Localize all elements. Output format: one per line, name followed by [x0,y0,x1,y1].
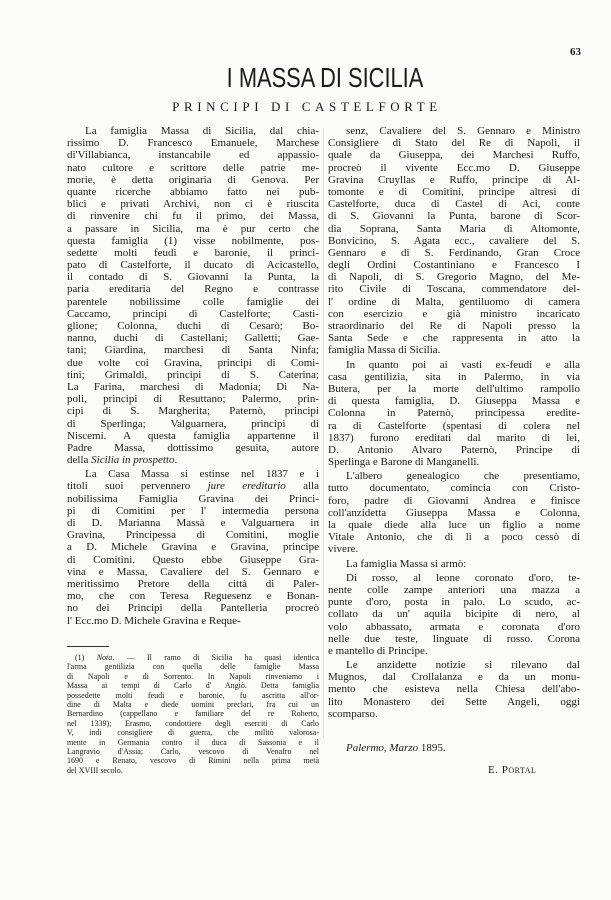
text-line: no dei Principi della Pantelleria procreò [67,602,319,615]
text-line: paria ereditaria del Regno e contrasse [67,283,319,296]
text-line: V, indi consigliere di guerra, che militò valorosa- [67,728,319,738]
text-line: l' ordine di Malta, gentiluomo di camera [328,295,580,308]
text-line: straordinario del Re di Napoli presso la [328,320,580,332]
text-line: glione; Colonna, duchi di Cesarò; Bo- [67,320,319,332]
text-line: a D. Michele Gravina e Gravina, principe [67,541,319,554]
text-line: di Sperlinga; Valguarnera, principi di [67,417,319,430]
text-line: di'Villabianca, instancabile ed appassio- [67,149,319,162]
text-line: rito Civile di Toscana, commendatore del- [328,283,580,296]
text-line: punte d'oro, posta in palo. Lo scudo, ac- [328,596,580,609]
text-line: La famiglia Massa si armò: [346,557,467,570]
signoff-year: 1895. [418,742,446,754]
text-segment: . [174,454,178,467]
text-line: nobilissima Famiglia Gravina dei Princi- [67,492,319,505]
signoff-month: Marzo [389,742,419,754]
text-line: blici e privati Archivi, non ci è riuscita [67,198,319,211]
text-line: rissimo D. Francesco Emanuele, Marchese [67,137,319,150]
text-line: casa gentilizia, sita in Palermo, in via [328,370,580,383]
text-line: famiglia Massa di Sicilia. [328,344,441,357]
text-line: mente in Germania contro il duca di Sassonia e il [67,737,319,747]
text-line: pi di Comitini per l' intermedia persona [67,504,319,517]
text-line: tini; Grimaldi, principi di S. Caterina; [67,368,319,381]
text-line: cipi di S. Margherita; Paternò, principi [67,405,319,418]
text-line: nanno, duchi di Castellani; Galletti; Gae- [67,332,319,345]
paragraph [67,468,319,626]
paragraph [328,359,580,469]
text-line: tomonte e di Comitini, principe altresì di [328,185,580,198]
text-line: e mantello di Principe. [328,644,428,657]
text-line: Butera, per la morte dell'ultimo rampollo [328,382,580,395]
text-segment: alla [285,480,319,493]
text-line: due volte coi Gravina, principi di Comi- [67,356,319,369]
text-line: con esercizio e già ministro incaricato [328,307,580,320]
text-line: volo abbassato, armata e coronata d'oro [328,620,580,633]
text-line: Massa ai tempi di Carlo d' Angiò. Detta famiglia [67,681,319,691]
text-line: mo, che con Teresa Reguesenz e Bonan- [67,590,319,603]
text-line: Gennaro e di S. Ferdinando, Gran Croce [328,246,580,259]
text-line: scomparso. [328,707,378,720]
text-line: mento che esisteva nella Chiesa dell'abo- [328,683,580,696]
text-line: In quanto poi ai vasti ex-feudi e alla [346,358,580,371]
paragraph [328,572,580,657]
text-line: pato di Castelforte, il ducato di Acicastello, [67,259,319,272]
author-signature: E. Portal [488,764,537,776]
text-line: La Casa Massa si estinse nel 1837 e i [85,468,319,481]
paragraph [328,125,580,357]
text-line: Di rosso, al leone coronato d'oro, te- [346,571,580,584]
text-line: Santa Sede e che rappresenta in atto la [328,332,580,345]
text-line: Colonna in Paternò, principessa eredite- [328,407,580,420]
text-line: Langravio d'Assia; Carlo, vescovo di Venafro nel [67,746,319,756]
text-segment: (1) [75,653,97,662]
text-line: Padre Massa, dottissimo gesuita, autore [67,441,319,454]
text-line: Caccamo, principi di Castelforte; Casti- [67,307,319,320]
text-line: di S. Giovanni la Punta, barone di Scor- [328,210,580,223]
text-line: degli Ordini Costantiniano e Francesco I [328,259,580,272]
paragraph [328,558,580,570]
text-line: Gravina Cruyllas e Ruffo, principe di Al- [328,173,580,186]
text-line: coll'anzidetta Giuseppa Massa e Colonna, [328,506,580,519]
italic-text: jure ereditario [207,480,286,493]
text-line: nelle due teste, linguate di rosso. Corona [328,632,580,645]
text-line: tani; Giardina, marchesi di Santa Ninfa; [67,344,319,357]
text-line [67,480,319,492]
text-line: tutto documentato, comincia con Cristo- [328,482,580,495]
text-segment: titoli suoi pervennero [67,480,208,493]
text-line: di Comitini. Questo ebbe Giuseppe Gra- [67,553,319,566]
text-line: l' Ecc.mo D. Michele Gravina e Reque- [67,614,241,627]
text-line: procreò il vivente Ecc.mo D. Giuseppe [328,161,580,174]
footnote-rule [67,646,109,647]
signoff-place: Palermo [346,742,384,754]
text-line: a passare in Sicilia, ma è pur certo che [67,222,319,235]
left-column [67,125,319,629]
text-line: collato da un' aquila bicipite di nero, al [328,608,580,621]
text-line: L'albero genealogico che presentiamo, [346,470,580,483]
text-line: dia Soprana, Santa Maria di Altomonte, [328,222,580,235]
text-line: Sperlinga e Barone di Manganelli. [328,456,480,469]
text-line: La famiglia Massa di Sicilia, dal chia- [85,125,319,137]
text-line: Le anzidette notizie si rilevano dal [346,659,580,672]
text-line: nente colle zampe anteriori una mazza a [328,583,580,596]
text-line: di Napoli, di S. Gregorio Magno, del Me- [328,271,580,284]
text-line: Consigliere di Stato del Re di Napoli, il [328,137,580,150]
text-line: foro, padre di Giovanni Andrea e finisce [328,494,580,507]
column-divider [323,128,324,738]
text-segment: . — Il ramo di Sicilia ha quasi identica [112,653,319,662]
text-line [67,454,319,466]
text-line: Bernardino (cappellano e familiare del re Roberto, [67,709,319,719]
text-line: possedette molti feudi e baronie, fu ascritta all'or- [67,690,319,700]
page-number: 63 [570,46,581,58]
text-line: 1690 e Renato, vescovo di Rimini nella prima metà [67,756,319,766]
right-column [328,125,580,722]
paragraph [328,659,580,720]
text-line: di questa famiglia, D. Giuseppa Massa e [328,395,580,408]
text-line: nato cultore e scrittore delle patrie me- [67,161,319,174]
text-line: questa famiglia (1) visse nobilmente, pos- [67,234,319,247]
text-line: lito Monastero dei Sette Angeli, oggi [328,695,580,708]
text-line: di Napoli e di Sorrento. In Napoli rinveniamo i [67,671,319,681]
text-line: morie, è detta originaria di Genova. Per [67,173,319,186]
text-line: D. Antonio Alvaro Paternò, Principe di [328,443,580,456]
text-line: 1837) furono ereditati dal marito di lei, [328,431,580,444]
text-line: dine di Malta e diede uomini preclari, fra cui un [67,699,319,709]
text-line: ra di Castelforte (spentasi di colera nel [328,419,580,432]
signoff-place-date [346,742,446,755]
text-line: Niscemi. A questa famiglia appartenne il [67,429,319,442]
text-line: Mugnos, dal Crollalanza e da un monu- [328,671,580,684]
footnote [67,653,319,775]
text-line: La Farina, marchesi di Madonia; Di Na- [67,380,319,393]
text-line: del XVIII secolo. [67,765,123,775]
text-line: di D. Marianna Massà e Valguarnera in [67,517,319,529]
article-subtitle: PRINCIPI DI CASTELFORTE [172,99,442,114]
text-line [67,653,319,662]
text-line: di rinvenire chi fu il primo, dei Massa, [67,210,319,223]
text-segment: della [67,454,92,467]
text-line: parentele nobilissime colle famiglie dei [67,295,319,308]
text-line: nel 1339); Erasmo, condottiere degli eserciti di Carlo [67,718,319,728]
text-line: Gravina, Principessa di Comitini, moglie [67,529,319,542]
text-line: il contado di S. Giovanni la Punta, la [67,271,319,284]
italic-text: Sicilia in prospetto [91,454,175,467]
text-line: l'arma gentilizia con quella delle famiglie Massa [67,662,319,672]
text-line: la quale diede alla luce un figlio a nome [328,519,580,531]
text-line: quante ricerche abbiamo fatto nei pub- [67,185,319,198]
text-line: meritissimo Pretore della città di Paler- [67,577,319,590]
text-line: vivere. [328,543,359,556]
text-line: poli, principi di Resuttano; Palermo, prin- [67,393,319,406]
text-line: sedette molti feudi e baronie, il princi- [67,246,319,259]
text-line: Castelforte, duca di Castel di Aci, conte [328,198,580,211]
italic-text: Nota [96,653,113,662]
text-line: Bonvicino, S. Agata ecc., cavaliere del S. [328,234,580,247]
paragraph [328,470,580,555]
text-line: Vitale Antonio, che di lì a poco cessò di [328,531,580,544]
paragraph [67,125,319,466]
article-title: I MASSA DI SICILIA [226,62,424,93]
text-line: senz, Cavaliere del S. Gennaro e Ministro [346,125,580,137]
signoff-sep: , [383,742,390,754]
text-line: quale da Giuseppa, dei Marchesi Ruffo, [328,149,580,162]
text-line: vina e Massa, Cavaliere del S. Gennaro e [67,565,319,578]
